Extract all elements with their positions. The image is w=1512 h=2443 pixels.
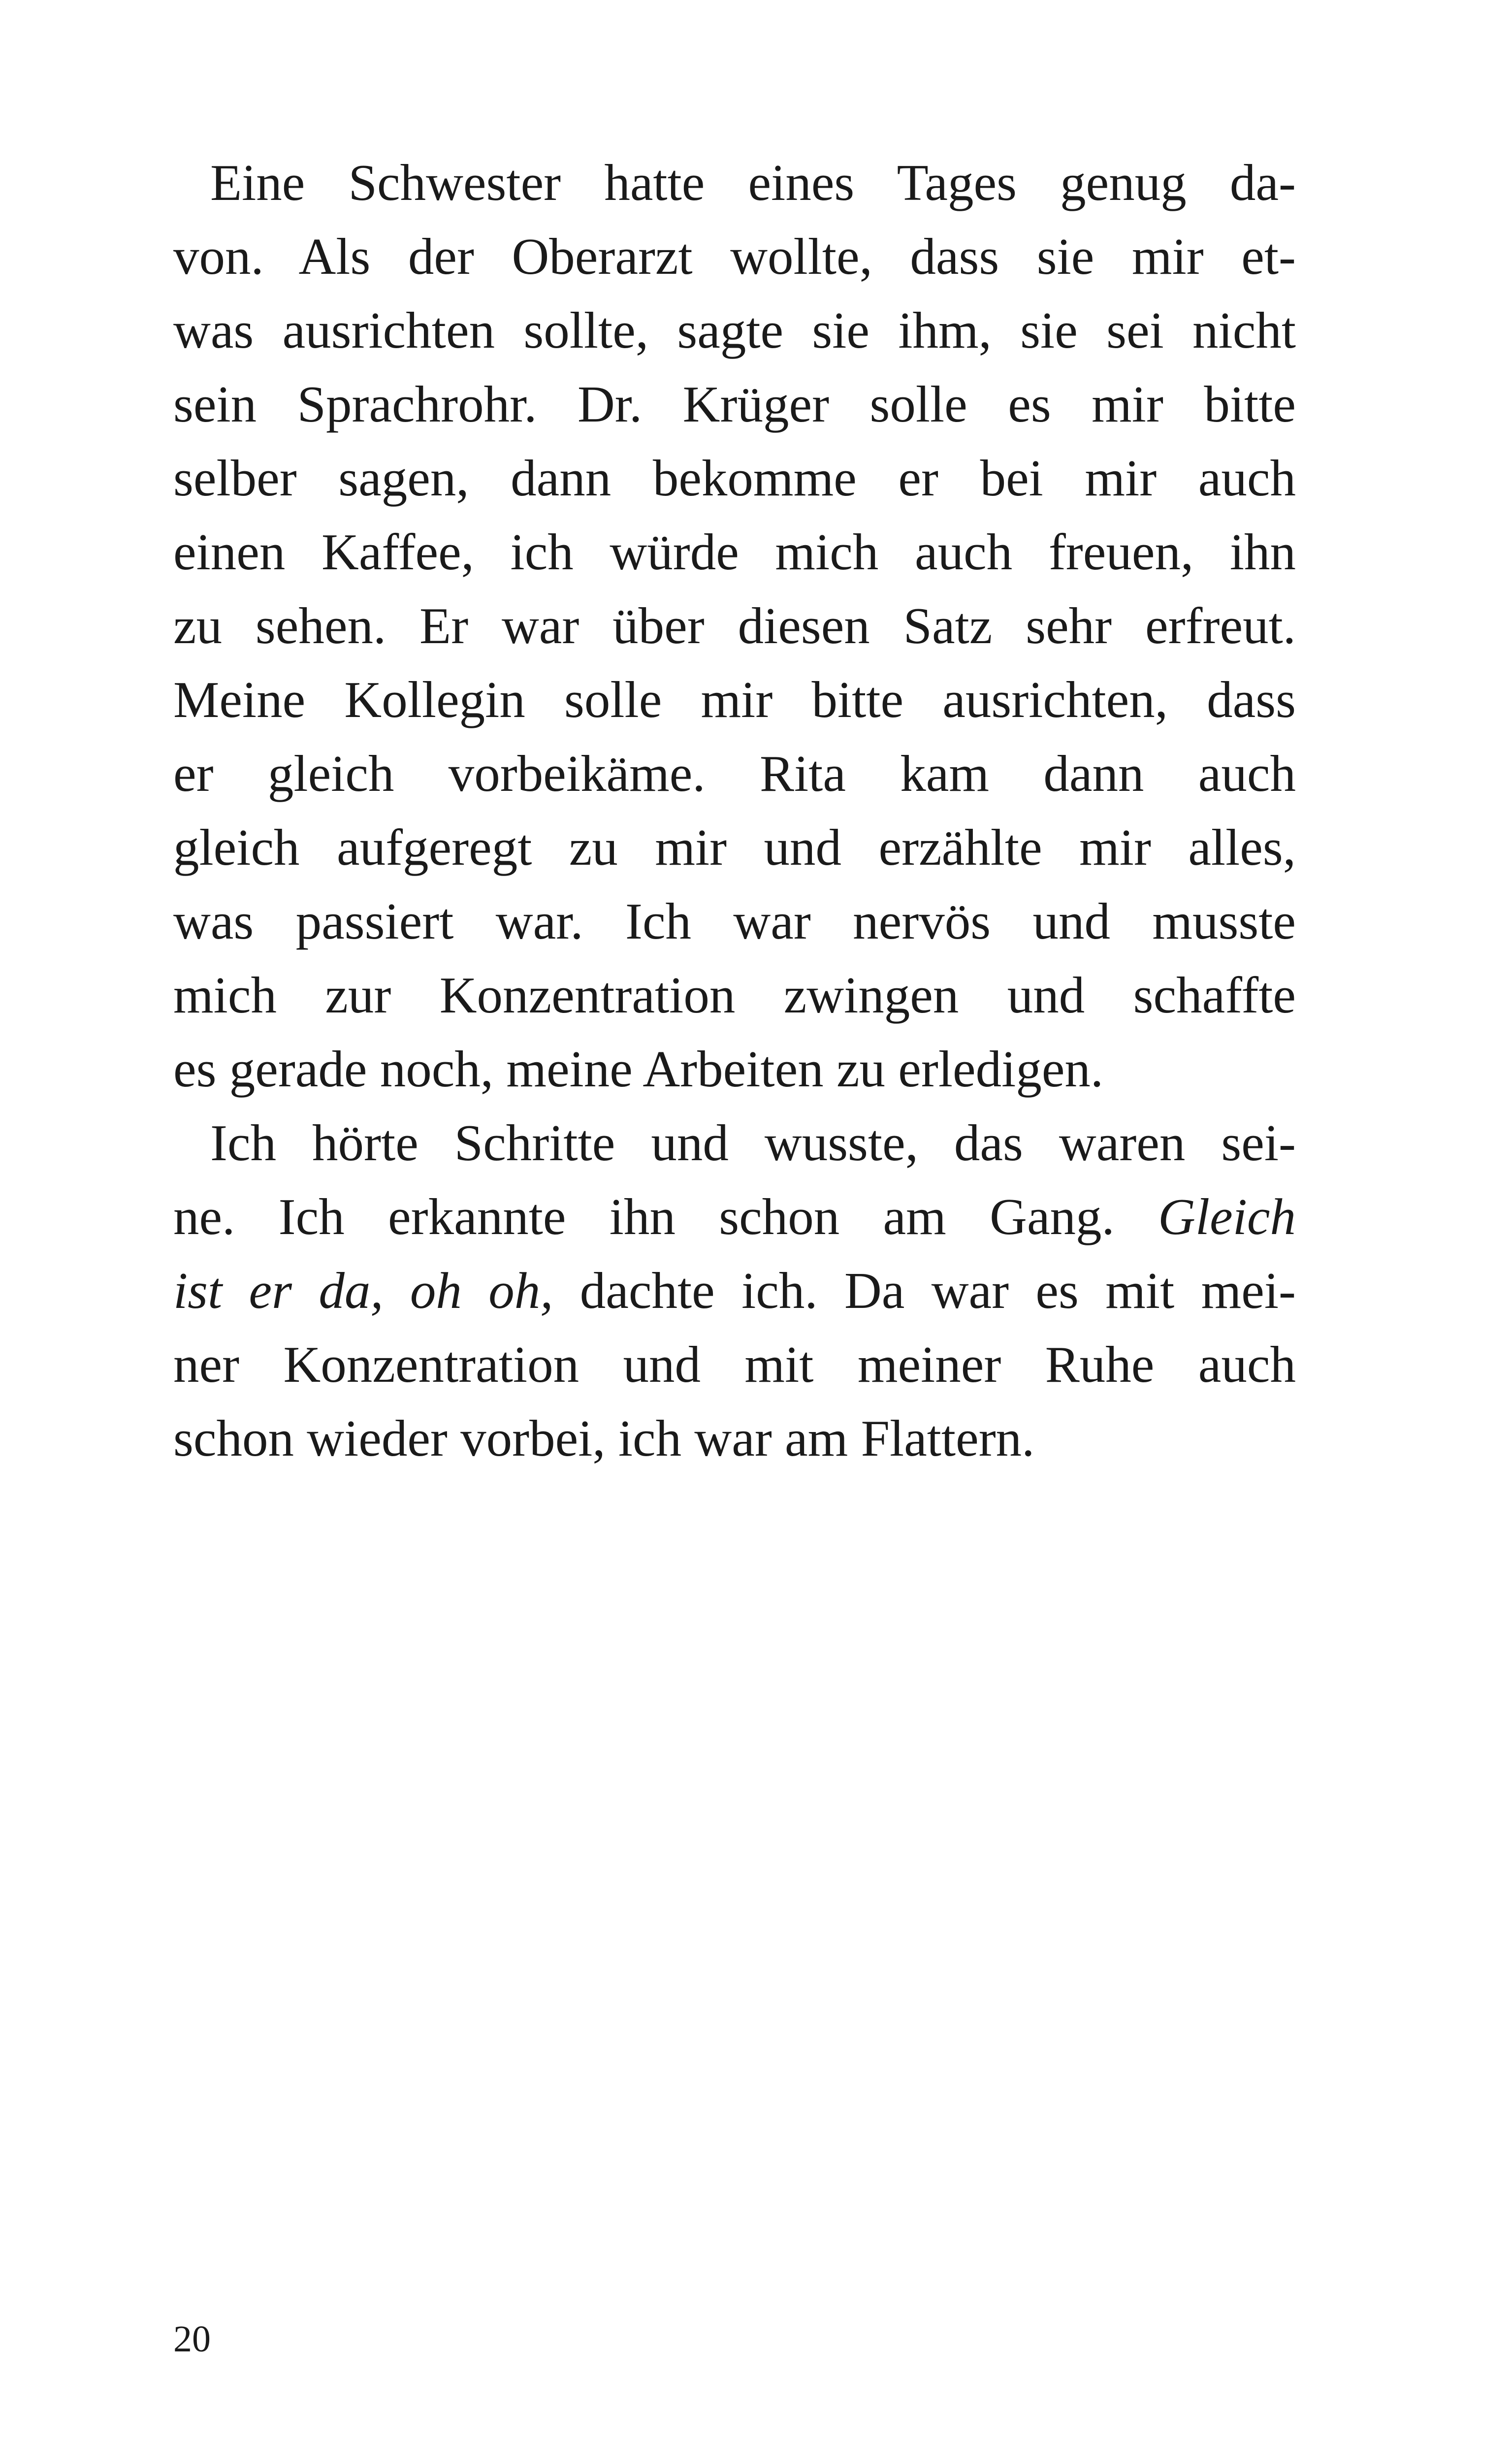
text-run: dachte ich. Da war es mit mei- [579, 1262, 1296, 1319]
text-line: zu sehen. Er war über diesen Satz sehr erfreut. [173, 597, 1296, 654]
text-line: einen Kaffee, ich würde mich auch freuen, ihn [173, 523, 1296, 581]
text-line: gleich aufgeregt zu mir und erzählte mir alles, [173, 818, 1296, 876]
text-line: von. Als der Oberarzt wollte, dass sie mir et- [173, 228, 1296, 285]
text-line: er gleich vorbeikäme. Rita kam dann auch [173, 745, 1296, 802]
text-line: was ausrichten sollte, sagte sie ihm, sie sei nicht [173, 301, 1296, 359]
text-line: Eine Schwester hatte eines Tages genug da- [210, 154, 1296, 211]
text-line [173, 1179, 1296, 1254]
text-line: es gerade noch, meine Arbeiten zu erledigen. [173, 1040, 1104, 1098]
italic-text: ist er da, oh oh, [173, 1262, 553, 1319]
page-number: 20 [173, 2318, 211, 2360]
text-line: selber sagen, dann bekomme er bei mir auch [173, 449, 1296, 507]
text-line: ner Konzentration und mit meiner Ruhe auch [173, 1336, 1296, 1393]
text-line: Ich hörte Schritte und wusste, das waren sei- [210, 1114, 1296, 1172]
text-line: mich zur Konzentration zwingen und schaffte [173, 966, 1296, 1024]
text-run: ne. Ich erkannte ihn schon am Gang. [173, 1188, 1115, 1245]
text-line: was passiert war. Ich war nervös und musste [173, 892, 1296, 950]
text-line: sein Sprachrohr. Dr. Krüger solle es mir bitte [173, 375, 1296, 433]
text-line [173, 1253, 1296, 1328]
italic-text: Gleich [1158, 1188, 1296, 1245]
text-line: schon wieder vorbei, ich war am Flattern. [173, 1409, 1035, 1467]
text-line: Meine Kollegin solle mir bitte ausrichten, dass [173, 671, 1296, 728]
